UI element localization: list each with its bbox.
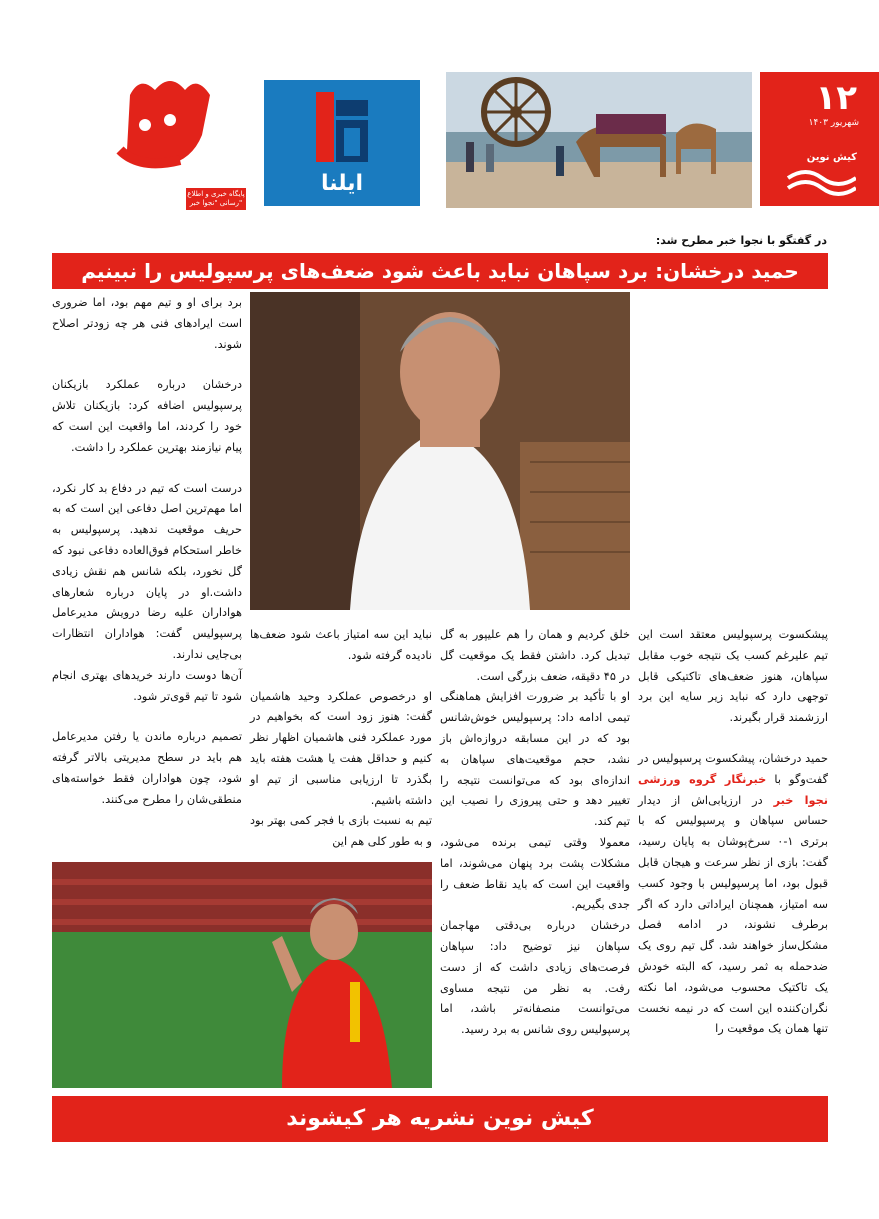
paragraph: درست است که تیم در دفاع بد کار نکرد، اما مهم‌ترین اصل دفاعی این است که به حریف موقعیت ندهید. پرسپولیس به خاطر استحکام فوق‌العاده دفاعی نبود که گل نخورد، بلکه شانس هم نقش زیادی داشت.او در پایان درباره شعارهای هواداران علیه رضا درویش مدیرعامل پرسپولیس گفت: هواداران انتظارات بی‌جایی ندارند.	[52, 481, 242, 661]
paragraph: برد برای او و تیم مهم بود، اما ضروری است ایرادهای فنی هر چه زودتر اصلاح شوند.	[52, 296, 242, 351]
brand-name: کیش نوین	[806, 152, 857, 163]
paragraph: آن‌ها دوست دارند خریدهای بهتری انجام شود تا تیم قوی‌تر شود.	[52, 668, 242, 703]
column-right	[638, 625, 828, 1093]
issue-date: شهریور ۱۴۰۳	[808, 118, 859, 128]
paragraph: او درخصوص عملکرد وحید هاشمیان گفت: هنوز زود است که بخواهیم در مورد عملکرد فنی هاشمیان اظهار نظر کنیم و حداقل هفت یا هشت هفته باید بگذرد تا ارزیابی مناسبی از تیم او داشته باشیم.	[250, 689, 432, 807]
paragraph	[638, 749, 828, 1040]
paragraph: تیم به نسبت بازی با فجر کمی بهتر بود و به طور کلی هم این	[250, 814, 432, 849]
column-left-center	[250, 625, 432, 860]
paragraph: درخشان درباره بی‌دقتی مهاجمان سپاهان نیز توضیح داد: سپاهان فرصت‌های زیادی داشت که از دست رفت. به نظر من نتیجه مساوی می‌توانست منصفانه‌تر باشد، اما پرسپولیس روی شانس به برد رسید.	[440, 919, 630, 1037]
main-portrait-photo	[250, 292, 630, 610]
paragraph: تصمیم درباره ماندن یا رفتن مدیرعامل هم باید در سطح مدیریتی بالاتر گرفته شود، چون هواداران فقط خواسته‌های منطقی‌شان را مطرح می‌کنند.	[52, 730, 242, 806]
wave-icon	[786, 168, 856, 200]
article-headline: حمید درخشان: برد سپاهان نباید باعث شود ضعف‌های پرسپولیس را نبینیم	[81, 259, 799, 283]
column-far-left	[52, 293, 242, 861]
footer-bar	[52, 1096, 828, 1142]
paragraph: درخشان درباره عملکرد بازیکنان پرسپولیس اضافه کرد: بازیکنان تلاش خود را کردند، اما واقعیت این است که پیام نیازمند بهترین عملکرد را داشت.	[52, 378, 242, 454]
beach-camels-photo	[446, 72, 752, 208]
paragraph: نباید این سه امتیاز باعث شود ضعف‌ها نادیده گرفته شود.	[250, 628, 432, 662]
paragraph: او با تأکید بر ضرورت افزایش هماهنگی تیمی ادامه داد: پرسپولیس خوش‌شانس بود که در این مسابقه دروازه‌اش باز نشد، حجم موقعیت‌های سپاهان به اندازه‌ای بود که می‌توانست نتیجه را تغییر دهد و حتی پیروزی را نصیب این تیم کند.	[440, 690, 630, 829]
headline-bar	[52, 253, 828, 289]
issue-panel	[760, 72, 879, 206]
column-middle	[440, 625, 630, 1093]
paragraph: پیشکسوت پرسپولیس معتقد است این تیم علیرغم کسب یک نتیجه خوب مقابل سپاهان، هنوز ضعف‌های تاکتیکی قابل توجهی دارد که نباید زیر سایه این برد ارزشمند قرار بگیرند.	[638, 628, 828, 725]
article-kicker: در گفتگو با نجوا خبر مطرح شد:	[655, 234, 827, 247]
issue-number: ۱۲	[815, 78, 857, 118]
paragraph-part: در ارزیابی‌اش از دیدار حساس سپاهان و پرسپولیس که با برتری ۱-۰ سرخ‌پوشان به پایان رسید، گفت: بازی از نظر سرعت و هیجان قابل قبول بود، اما پرسپولیس با وجود کسب سه امتیاز، همچنان ایراداتی دارد که اگر برطرف نشوند، در ادامه فصل مشکل‌ساز خواهند شد. گل تیم روی یک ضدحمله به ثمر رسید، که البته خودش یک تاکتیک محسوب می‌شود، اما نکته نگران‌کننده این است که در نیمه نخست تنها همان یک موقعیت را	[638, 793, 828, 1036]
footer-slogan: کیش نوین نشریه هر کیشوند	[286, 1106, 594, 1131]
paragraph: خلق کردیم و همان را هم علیپور به گل تبدیل کرد. داشتن فقط یک موقعیت گل در ۴۵ دقیقه، ضعف بزرگی است.	[440, 628, 630, 683]
paragraph-part: حمید درخشان، پیشکسوت پرسپولیس در گفت‌وگو با	[638, 751, 828, 786]
ilna-logo	[264, 80, 420, 206]
paragraph: معمولا وقتی تیمی برنده می‌شود، مشکلات پشت برد پنهان می‌شوند، اما واقعیت این است که باید نقاط ضعف را جدی بگیریم.	[440, 835, 630, 912]
highlight-text: خبرنگار گروه ورزشی نجوا خبر	[638, 772, 828, 807]
ilna-name: ایلنا	[320, 171, 364, 196]
najva-tagline: پایگاه خبری و اطلاع رسانی "نجوا خبر"	[186, 188, 246, 210]
coach-field-photo	[52, 862, 432, 1088]
